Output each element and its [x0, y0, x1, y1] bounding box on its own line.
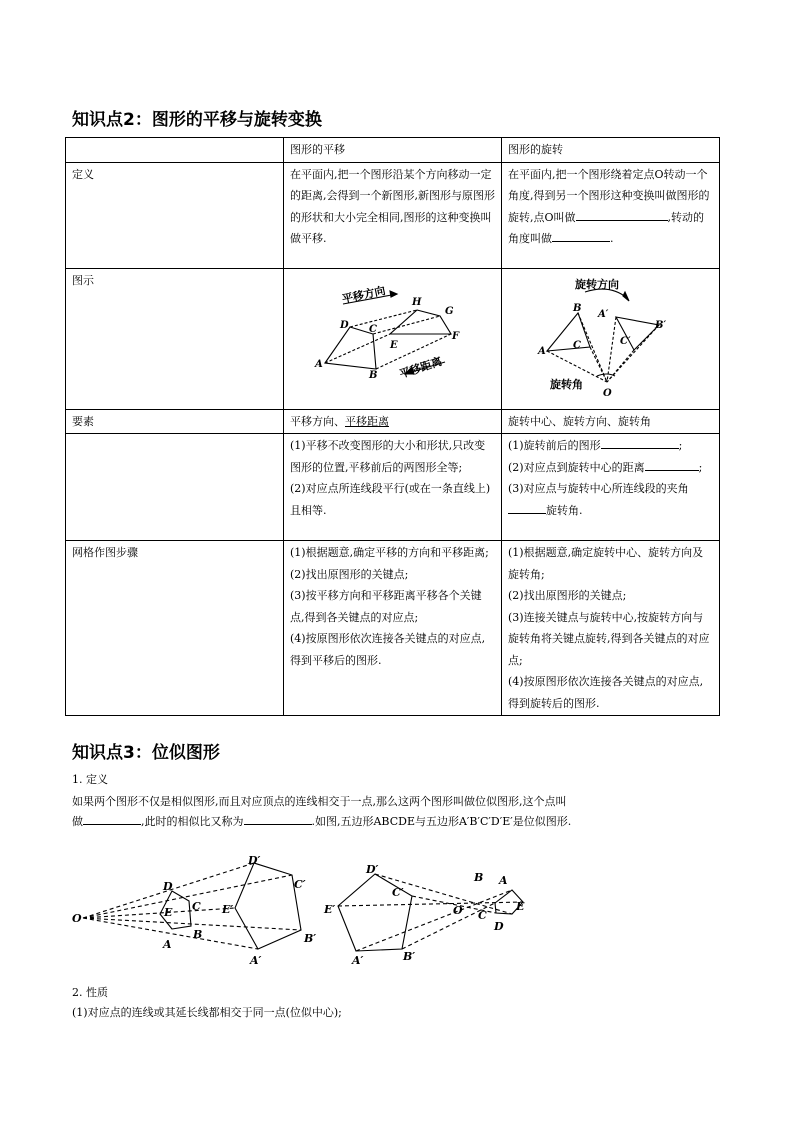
step: (1)根据题意,确定旋转中心、旋转方向及旋转角; — [508, 546, 704, 581]
svg-text:A: A — [163, 938, 172, 951]
svg-text:E: E — [390, 340, 398, 351]
svg-text:B: B — [193, 928, 203, 941]
svg-text:C′: C′ — [392, 886, 404, 899]
row-label-figure: 图示 — [66, 268, 284, 409]
svg-text:C: C — [369, 324, 377, 335]
definition-rotation: 在平面内,把一个图形绕着定点O转动一个角度,得到另一个图形这种变换叫做图形的旋转,点O叫做 ,转动的角度叫做 . — [502, 162, 720, 268]
row-label-grid-steps: 网格作图步骤 — [66, 541, 284, 716]
grid-steps-rotation — [502, 541, 720, 716]
homothety-figure — [68, 846, 548, 970]
svg-text:E′: E′ — [222, 903, 234, 916]
svg-text:B: B — [369, 370, 378, 381]
properties-rotation: (1)旋转前后的图形 ; (2)对应点到旋转中心的距离 ; (3)对应点与旋转中心所连线段的夹角旋转角. — [502, 434, 720, 541]
property-1: (1)对应点的连线或其延长线都相交于同一点(位似中心); — [72, 1006, 342, 1019]
svg-text:C′: C′ — [620, 336, 631, 347]
svg-text:C: C — [478, 909, 487, 922]
svg-text:H: H — [412, 297, 422, 308]
heading-definition: 1. 定义 — [72, 773, 108, 786]
blank-equal[interactable] — [645, 458, 699, 471]
svg-text:G: G — [445, 306, 454, 317]
svg-text:D′: D′ — [248, 854, 261, 867]
translation-figure — [305, 282, 480, 382]
svg-text:A′: A′ — [598, 309, 609, 320]
svg-text:O: O — [453, 904, 463, 917]
properties-translation: (1)平移不改变图形的大小和形状,只改变图形的位置,平移前后的两图形全等; (2)对应点所连线段平行(或在一条直线上)且相等. — [284, 434, 502, 541]
header-rotation: 图形的旋转 — [502, 138, 720, 163]
svg-text:C′: C′ — [294, 878, 306, 891]
label-translation-distance: 平移距离 — [397, 354, 444, 381]
step: (2)找出原图形的关键点; — [290, 567, 409, 581]
table-row-properties — [66, 434, 720, 541]
table-row-definition — [66, 162, 720, 268]
table-row-elements — [66, 409, 720, 434]
svg-text:O: O — [603, 388, 612, 399]
section-title-kp2: 知识点2：图形的平移与旋转变换 — [72, 110, 322, 130]
step: (4)按原图形依次连接各关键点的对应点,得到旋转后的图形. — [508, 675, 704, 710]
blank-similarity-ratio[interactable] — [244, 812, 312, 825]
label-translation-direction: 平移方向 — [340, 284, 387, 306]
svg-text:B′: B′ — [304, 932, 317, 945]
blank-rotation-angle[interactable] — [552, 229, 610, 242]
svg-text:B′: B′ — [403, 950, 416, 963]
svg-text:A′: A′ — [250, 954, 262, 967]
elements-translation: 平移方向、平移距离 — [284, 409, 502, 434]
label-rotation-angle: 旋转角 — [550, 378, 583, 391]
grid-steps-translation — [284, 541, 502, 716]
blank-center-of-similarity[interactable] — [83, 812, 141, 825]
svg-text:D′: D′ — [366, 863, 379, 876]
blank-equal-angle[interactable] — [508, 501, 546, 514]
heading-properties: 2. 性质 — [72, 986, 108, 999]
transform-table — [65, 137, 720, 716]
step: (2)找出原图形的关键点; — [508, 589, 627, 602]
svg-text:F: F — [452, 331, 460, 342]
elements-rotation: 旋转中心、旋转方向、旋转角 — [502, 409, 720, 434]
svg-text:A: A — [499, 874, 508, 887]
table-row-grid-steps — [66, 541, 720, 716]
svg-text:B: B — [573, 303, 582, 314]
header-empty — [66, 138, 284, 163]
svg-text:E: E — [164, 906, 173, 919]
step: (3)连接关键点与旋转中心,按旋转方向与旋转角将关键点旋转,得到各关键点的对应点; — [508, 610, 710, 667]
svg-text:B′: B′ — [655, 320, 667, 331]
step: (4)按原图形依次连接各关键点的对应点,得到平移后的图形. — [290, 632, 486, 667]
svg-text:B: B — [474, 871, 484, 884]
header-translation: 图形的平移 — [284, 138, 502, 163]
svg-text:A: A — [315, 359, 323, 370]
blank-congruent[interactable] — [601, 436, 679, 449]
svg-text:A′: A′ — [352, 954, 364, 967]
table-header-row — [66, 138, 720, 163]
definition-text: 如果两个图形不仅是相似图形,而且对应顶点的连线相交于一点,那么这两个图形叫做位似图形,这个点叫 做 ,此时的相似比又称为 .如图,五边形ABCDE与五边形A′B′C′D′E′是位似图形. — [72, 795, 572, 828]
rotation-figure — [535, 268, 685, 400]
svg-text:O: O — [72, 912, 82, 925]
svg-text:D: D — [340, 320, 349, 331]
row-label-definition: 定义 — [66, 162, 284, 268]
label-rotation-direction: 旋转方向 — [575, 278, 619, 291]
svg-text:E′: E′ — [324, 903, 336, 916]
section-title-kp3: 知识点3：位似图形 — [72, 743, 220, 763]
blank-rotation-center[interactable] — [576, 208, 668, 221]
step: (3)按平移方向和平移距离平移各个关键点,得到各关键点的对应点; — [290, 589, 482, 624]
svg-text:E: E — [516, 900, 525, 913]
svg-text:D: D — [494, 920, 504, 933]
svg-text:C: C — [192, 900, 201, 913]
step: (1)根据题意,确定平移的方向和平移距离; — [290, 546, 489, 559]
svg-text:A: A — [538, 346, 546, 357]
svg-text:D: D — [163, 880, 173, 893]
svg-text:C: C — [573, 340, 581, 351]
row-label-elements: 要素 — [66, 409, 284, 434]
definition-translation: 在平面内,把一个图形沿某个方向移动一定的距离,会得到一个新图形,新图形与原图形的形状和大小完全相同,图形的这种变换叫做平移. — [284, 162, 502, 268]
row-label-properties — [66, 434, 284, 541]
